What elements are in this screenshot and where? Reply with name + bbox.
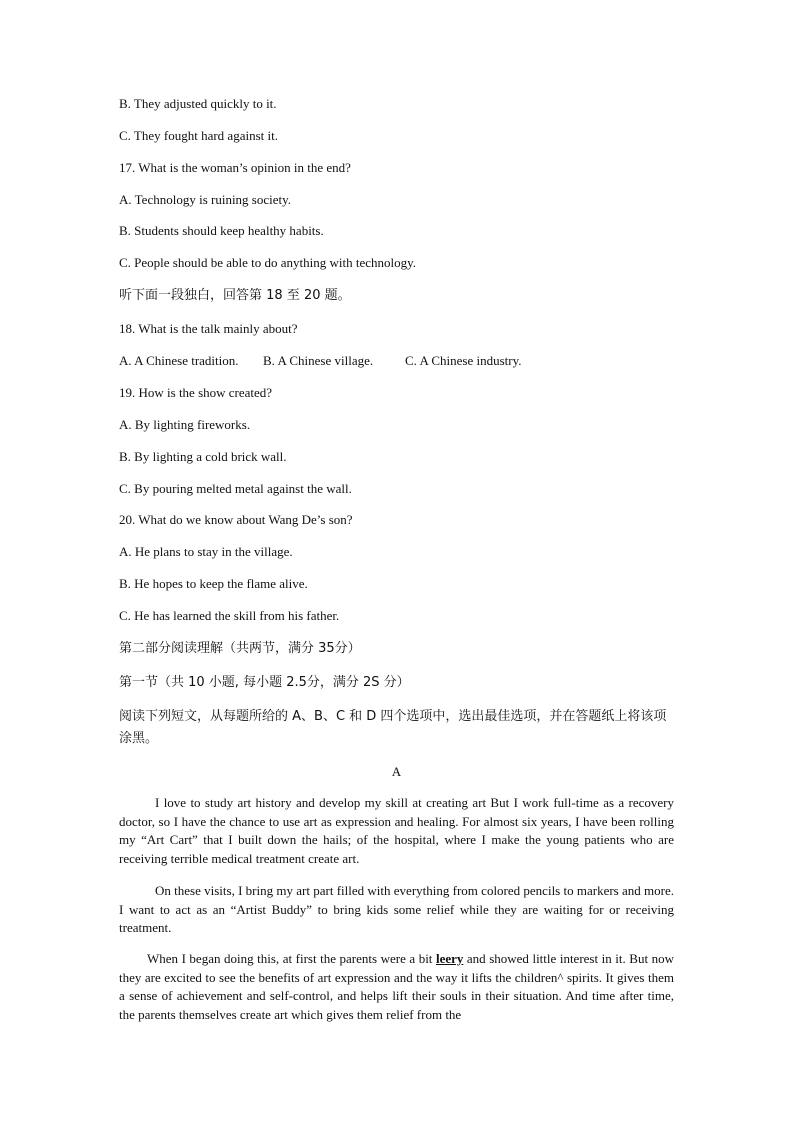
passage-paragraph-1: I love to study art history and develop my skill at creating art But I work full-time as a recovery doctor, so I have the chance to use art as expression and healing. For almost six years, I have been rolling my “Art Cart” that I built down the hails; of the hospital, where I make the young patients who are receiving terrible medical treatment create art. xyxy=(119,795,674,866)
passage-paragraph-3 xyxy=(119,950,674,1024)
paragraph-3-text-end: and showed little interest in it. But now they are excited to see the benefits of art expression and the way it lifts the children^ spirits. It gives them a sense of achievement and self-control, and helps lift their souls in their situation. And time after time, the parents themselves create art which gives them relief from the xyxy=(119,951,674,1022)
section-heading-reading: 第二部分阅读理解（共两节，满分 35分） xyxy=(119,641,361,656)
highlighted-word: leery xyxy=(435,951,464,966)
q18-options xyxy=(119,353,522,369)
q17-option-c: C. People should be able to do anything with technology. xyxy=(119,255,417,270)
question-18: 18. What is the talk mainly about? xyxy=(119,321,298,336)
paragraph-3-text-start: When I began doing this, at first the parents were a bit xyxy=(147,951,436,966)
q19-option-b: B. By lighting a cold brick wall. xyxy=(119,449,287,464)
subsection-heading: 第一节（共 10 小题, 每小题 2.5分，满分 2S 分） xyxy=(119,675,410,690)
listening-instruction: 听下面一段独白，回答第 18 至 20 题。 xyxy=(119,288,351,303)
q19-option-a: A. By lighting fireworks. xyxy=(119,417,251,432)
question-17: 17. What is the woman’s opinion in the end? xyxy=(119,160,351,175)
passage-letter: A xyxy=(391,764,402,779)
passage-paragraph-2: On these visits, I bring my art part filled with everything from colored pencils to markers and more. I want to act as an “Artist Buddy” to bring kids some relief while they are waiting for or receiving treatment. xyxy=(119,883,674,935)
q20-option-b: B. He hopes to keep the flame alive. xyxy=(119,576,308,591)
q19-option-c: C. By pouring melted metal against the wall. xyxy=(119,481,352,496)
q20-option-c: C. He has learned the skill from his father. xyxy=(119,608,340,623)
q16-option-b: B. They adjusted quickly to it. xyxy=(119,96,277,111)
question-19: 19. How is the show created? xyxy=(119,385,273,400)
question-20: 20. What do we know about Wang De’s son? xyxy=(119,512,353,527)
reading-instruction: 阅读下列短文，从每题所给的 A、B、C 和 D 四个选项中，选出最佳选项，并在答题纸上将该项涂黑。 xyxy=(119,709,667,746)
q18-option-b: B. A Chinese village. xyxy=(263,353,374,368)
q17-option-a: A. Technology is ruining society. xyxy=(119,192,292,207)
q20-option-a: A. He plans to stay in the village. xyxy=(119,544,293,559)
q17-option-b: B. Students should keep healthy habits. xyxy=(119,223,324,238)
q18-option-a: A. A Chinese tradition. xyxy=(119,353,239,368)
q18-option-c: C. A Chinese industry. xyxy=(405,353,522,368)
q16-option-c: C. They fought hard against it. xyxy=(119,128,278,143)
